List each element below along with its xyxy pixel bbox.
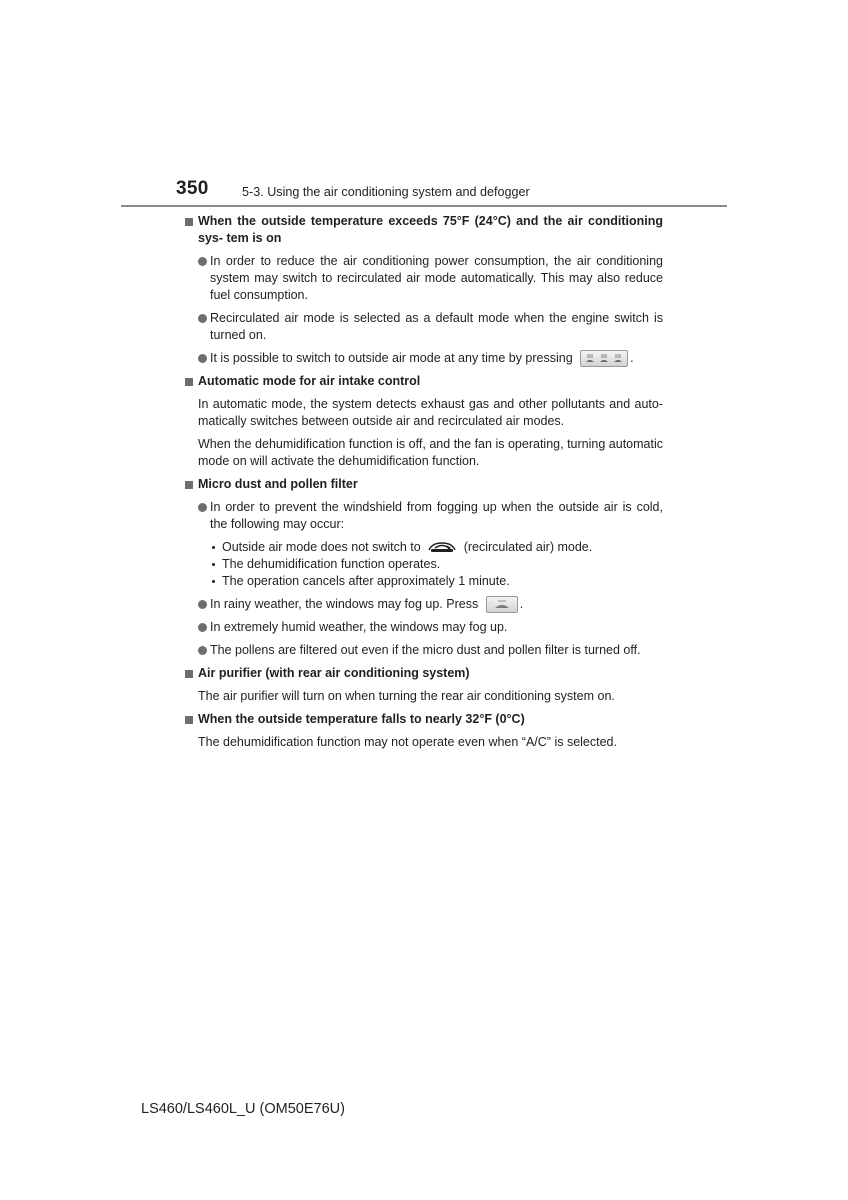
sub-list-item	[185, 539, 663, 556]
heading-text: Air purifier (with rear air conditioning system)	[198, 666, 470, 680]
square-bullet-icon	[185, 378, 193, 386]
sub-list-item	[185, 573, 663, 590]
heading-text: When the outside temperature exceeds 75°F (24°C) and the air conditioning sys- tem is on	[198, 214, 663, 245]
heading-text: When the outside temperature falls to nearly 32°F (0°C)	[198, 712, 525, 726]
paragraph: The air purifier will turn on when turning the rear air conditioning system on.	[198, 689, 615, 703]
round-bullet-icon	[198, 503, 207, 512]
bullet-text: It is possible to switch to outside air mode at any time by pressing	[210, 351, 573, 365]
heading-outside-temp-high	[185, 213, 663, 247]
sub-bullet-icon	[212, 563, 215, 566]
square-bullet-icon	[185, 670, 193, 678]
sub-list	[185, 539, 663, 590]
section-title: 5-3. Using the air conditioning system and defogger	[242, 185, 530, 199]
list-item	[185, 596, 663, 613]
sub-bullet-icon	[212, 546, 215, 549]
header-rule	[121, 205, 727, 207]
list-item	[185, 642, 663, 659]
square-bullet-icon	[185, 218, 193, 226]
recirculated-air-icon	[426, 540, 458, 554]
heading-micro-dust-filter	[185, 476, 663, 493]
heading-text: Automatic mode for air intake control	[198, 374, 421, 388]
bullet-text: In rainy weather, the windows may fog up. Press	[210, 597, 479, 611]
list-item	[185, 499, 663, 533]
sub-list-item	[185, 556, 663, 573]
heading-outside-temp-low	[185, 711, 663, 728]
list-item	[185, 619, 663, 636]
list-item	[185, 253, 663, 304]
heading-automatic-mode	[185, 373, 663, 390]
square-bullet-icon	[185, 481, 193, 489]
round-bullet-icon	[198, 600, 207, 609]
sub-item-text: The dehumidification function operates.	[222, 557, 441, 571]
bullet-text: Recirculated air mode is selected as a default mode when the engine switch is turned on.	[210, 311, 663, 342]
sub-item-text: Outside air mode does not switch to	[222, 540, 421, 554]
round-bullet-icon	[198, 257, 207, 266]
sub-bullet-icon	[212, 580, 215, 583]
page-number: 350	[176, 178, 209, 199]
bullet-text: The pollens are filtered out even if the micro dust and pollen filter is turned off.	[210, 643, 641, 657]
defogger-glyph	[487, 597, 517, 612]
heading-text: Micro dust and pollen filter	[198, 477, 358, 491]
round-bullet-icon	[198, 314, 207, 323]
round-bullet-icon	[198, 623, 207, 632]
bullet-suffix: .	[519, 597, 524, 611]
paragraph: When the dehumidification function is off, and the fan is operating, turning automatic mode on will activate the dehumidification function.	[198, 437, 663, 468]
page-header	[0, 178, 848, 208]
round-bullet-icon	[198, 646, 207, 655]
page-content	[185, 213, 663, 757]
heading-air-purifier	[185, 665, 663, 682]
list-item	[185, 310, 663, 344]
air-intake-button-icon	[580, 350, 628, 367]
round-bullet-icon	[198, 354, 207, 363]
page-footer: LS460/LS460L_U (OM50E76U)	[141, 1101, 345, 1117]
sub-item-text: (recirculated air) mode.	[463, 540, 593, 554]
paragraph: The dehumidification function may not operate even when “A/C” is selected.	[198, 735, 617, 749]
list-item	[185, 350, 663, 367]
paragraph: In automatic mode, the system detects exhaust gas and other pollutants and auto- matically switches between outside air and recirculated air modes.	[198, 397, 663, 428]
bullet-text: In order to reduce the air conditioning power consumption, the air conditioning system may switch to recirculated air mode automatically. This may also reduce fuel consumption.	[210, 254, 663, 302]
bullet-suffix: .	[630, 351, 634, 365]
bullet-text: In extremely humid weather, the windows may fog up.	[210, 620, 508, 634]
square-bullet-icon	[185, 716, 193, 724]
sub-item-text: The operation cancels after approximately 1 minute.	[222, 574, 510, 588]
bullet-text: In order to prevent the windshield from fogging up when the outside air is cold, the following may occur:	[210, 500, 663, 531]
air-intake-glyph	[581, 351, 627, 366]
defogger-button-icon	[486, 596, 518, 613]
